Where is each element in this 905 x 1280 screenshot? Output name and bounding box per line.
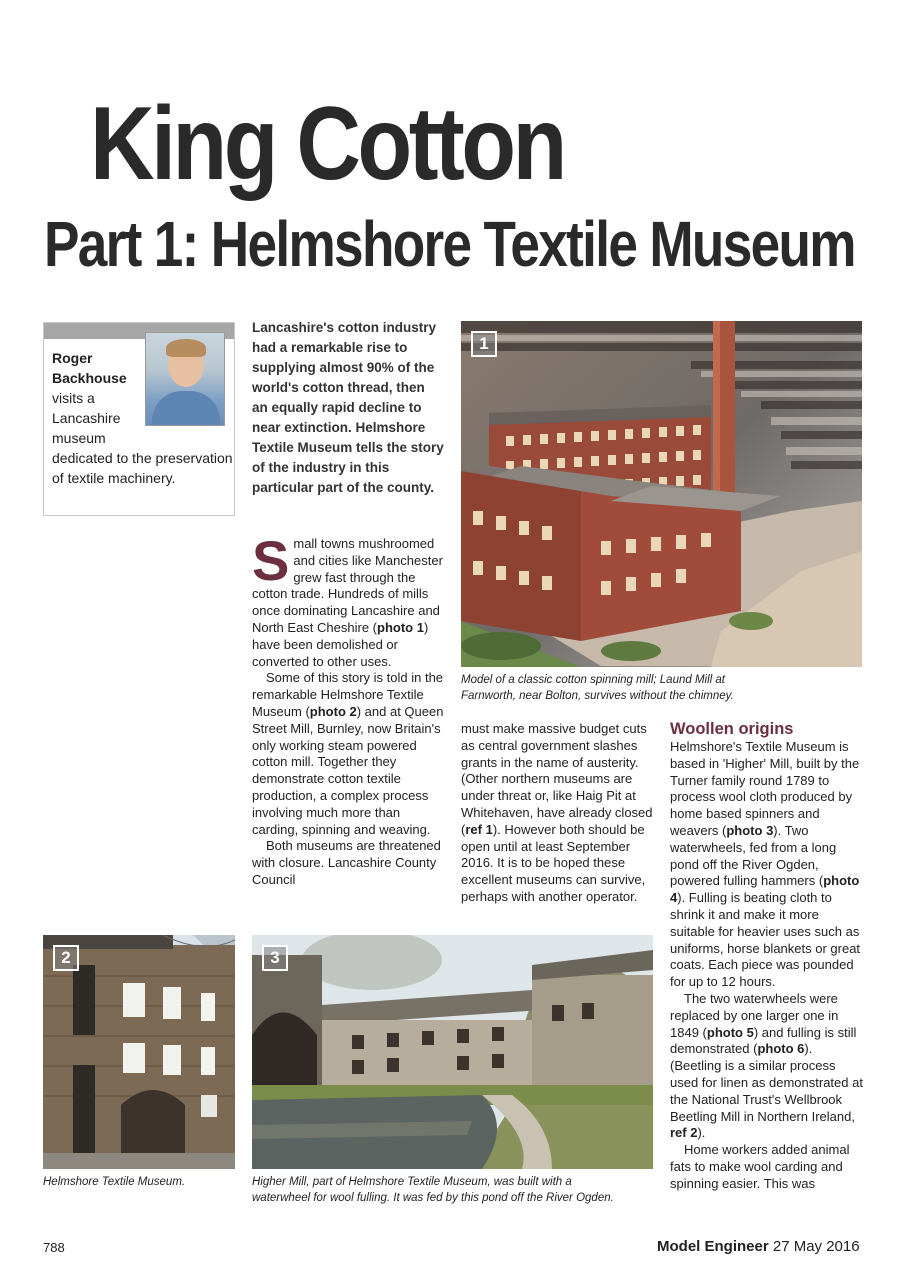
mill-model-image	[461, 321, 862, 667]
photo-1-caption: Model of a classic cotton spinning mill; Laund Mill at Farnworth, near Bolton, survives without the chimney.	[461, 674, 734, 702]
article-title: King Cotton	[90, 86, 564, 202]
subhead-woollen-origins: Woollen origins	[670, 720, 794, 738]
photo-3-caption: Higher Mill, part of Helmshore Textile Museum, was built with a waterwheel for wool fulling. It was fed by this pond off the River Ogden.	[252, 1176, 614, 1204]
drop-cap: S	[252, 529, 290, 592]
photo-1-mill-model	[461, 321, 862, 667]
author-name	[52, 348, 127, 388]
magazine-footer	[657, 1238, 860, 1255]
photo-2-caption: Helmshore Textile Museum.	[43, 1176, 186, 1188]
body-column-2: must make massive budget cuts as central government slashes grants in the name of austerity. (Other northern museums are under threat or, like Haig Pit at Whitehaven, have already closed (ref 1). However both should be open until at least September 2016. It is to be hoped these excellent museums can survive, perhaps with another operator.	[461, 721, 653, 904]
photo-3-number: 3	[262, 945, 288, 971]
author-box	[43, 322, 235, 516]
body-column-1: Small towns mushroomed and cities like Manchester grew fast through the cotton trade. Hundreds of mills once dominating Lancashire and North East Cheshire (photo 1) have been demolished or converted to other uses. Some of this story is told in the remarkable Helmshore Textile Museum (photo 2) and at Queen Street Mill, Burnley, now Britain's only working steam powered cotton mill. Together they demonstrate cotton textile production, a complex process involving much more than carding, spinning and weaving. Both museums are threatened with closure. Lancashire County Council	[252, 529, 444, 887]
body-column-3: Woollen origins Helmshore's Textile Museum is based in 'Higher' Mill, built by the Turner family round 1789 to process wool cloth produced by home based spinners and weavers (photo 3). Two waterwheels, fed from a long pond off the River Ogden, powered fulling hammers (photo 4). Fulling is beating cloth to shrink it and make it more suitable for heavier uses such as uniforms, horse blankets or great coats. Each piece was pounded for up to 12 hours. The two waterwheels were replaced by one larger one in 1849 (photo 5) and fulling is still demonstrated (photo 6). (Beetling is a similar process used for linen as demonstrated at the National Trust's Wellbrook Beetling Mill in Northern Ireland, ref 2). Home workers added animal fats to make wool carding and spinning easier. This was	[670, 719, 866, 1193]
intro-paragraph: Lancashire's cotton industry had a remarkable rise to supplying almost 90% of the world's cotton thread, then an equally rapid decline to near extinction. Helmshore Textile Museum tells the story of the industry in this particular part of the county.	[252, 320, 444, 495]
author-first-name: Roger	[52, 350, 93, 366]
photo-2-museum-building	[43, 935, 235, 1169]
author-last-name: Backhouse	[52, 370, 127, 386]
magazine-name: Model Engineer	[657, 1238, 769, 1255]
author-standfirst: visits a Lancashire museum dedicated to the preservation of textile machinery.	[52, 390, 233, 486]
photo-1-number: 1	[471, 331, 497, 357]
page-number: 788	[43, 1240, 65, 1255]
higher-mill-image	[252, 935, 653, 1169]
issue-date: 27 May 2016	[772, 1238, 860, 1255]
photo-2-number: 2	[53, 945, 79, 971]
article-subtitle: Part 1: Helmshore Textile Museum	[44, 208, 855, 280]
photo-3-higher-mill	[252, 935, 653, 1169]
